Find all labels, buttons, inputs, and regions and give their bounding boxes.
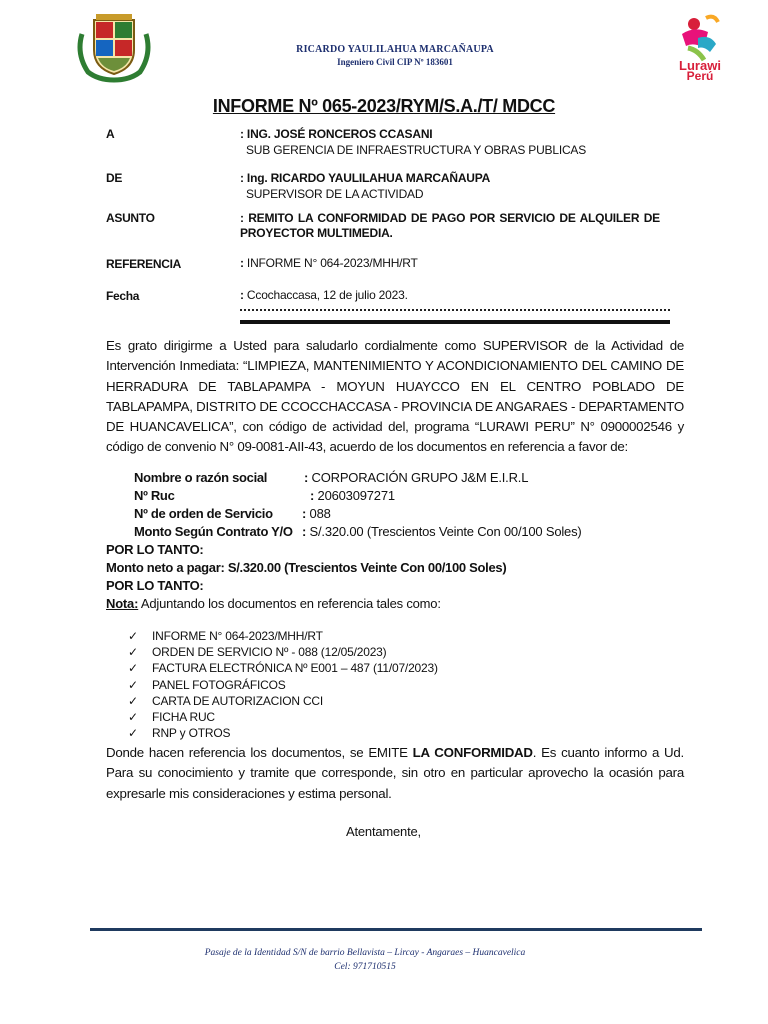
attachments-checklist [128, 628, 438, 741]
checkmark-icon: ✓ [128, 709, 138, 724]
reference-value: : INFORME N° 064-2023/MHH/RT [240, 256, 418, 270]
list-item: ✓ FICHA RUC [128, 709, 215, 724]
field-label-business-name: Nombre o razón social [134, 470, 268, 485]
municipal-crest-logo [74, 14, 154, 84]
subject-text: : REMITO LA CONFORMIDAD DE PAGO POR SERVICIO DE ALQUILER DE PROYECTOR MULTIMEDIA. [240, 211, 660, 240]
footer-phone: Cel: 971710515 [334, 962, 396, 972]
checkmark-icon: ✓ [128, 726, 138, 741]
note-label: Nota: [106, 596, 139, 611]
author-name: RICARDO YAULILAHUA MARCAÑAUPA [296, 44, 494, 55]
field-label-service-order: Nº de orden de Servicio [134, 506, 273, 521]
thick-divider [240, 320, 670, 324]
field-label-contract-amount: Monto Según Contrato Y/O [134, 524, 293, 539]
field-label-ruc: Nº Ruc [134, 488, 175, 503]
footer-rule [90, 928, 702, 931]
list-item: ✓ FACTURA ELECTRÓNICA Nº E001 – 487 (11/07/2023) [128, 661, 438, 676]
author-title: Ingeniero Civil CIP Nº 183601 [337, 57, 453, 67]
reference-label: REFERENCIA [106, 257, 182, 271]
therefore-heading-2: POR LO TANTO: [106, 578, 204, 593]
footer-address: Pasaje de la Identidad S/N de barrio Bellavista – Lircay - Angaraes – Huancavelica [204, 948, 526, 958]
therefore-heading-1: POR LO TANTO: [106, 542, 204, 557]
checkmark-icon: ✓ [128, 693, 138, 708]
recipient-department: SUB GERENCIA DE INFRAESTRUCTURA Y OBRAS PUBLICAS [246, 143, 587, 157]
list-item: ✓ CARTA DE AUTORIZACION CCI [128, 693, 324, 708]
checkmark-icon: ✓ [128, 677, 138, 692]
field-value-service-order: : 088 [302, 506, 331, 521]
sender-label: DE [106, 171, 123, 185]
note-text: Adjuntando los documentos en referencia tales como: [138, 596, 441, 611]
sender-name: : Ing. RICARDO YAULILAHUA MARCAÑAUPA [240, 171, 491, 185]
sender-role: SUPERVISOR DE LA ACTIVIDAD [246, 187, 424, 201]
dotted-divider [240, 309, 670, 315]
peru-logo-text: Perú [686, 69, 714, 80]
closing-salutation: Atentamente, [346, 824, 421, 839]
net-amount-line: Monto neto a pagar: S/.320.00 (Trescientos Veinte Con 00/100 Soles) [106, 560, 507, 575]
intro-paragraph: Es grato dirigirme a Usted para saludarlo cordialmente como SUPERVISOR de la Actividad de Intervención Inmediata: “LIMPIEZA, MANTENIMIENTO Y ACONDICIONAMIENTO DEL CAMINO DE HERRADURA DE TABLAPAMPA - MOYUN HUAYCCO EN EL CENTRO POBLADO DE TABLAPAMPA, DISTRITO DE CCOCCHACCASA - PROVINCIA DE ANGARAES - DEPARTAMENTO DE HUANCAVELICA”, con código de actividad del, programa “LURAWI PERU” N° 0900002546 y código de convenio N° 09-0081-AII-43, acuerdo de los documentos en referencia a favor de: [106, 338, 684, 455]
report-title: INFORME Nº 065-2023/RYM/S.A./T/ MDCC [212, 96, 556, 116]
list-item: ✓ RNP y OTROS [128, 726, 231, 741]
recipient-label: A [106, 127, 115, 141]
recipient-name: : ING. JOSÉ RONCEROS CCASANI [240, 127, 433, 141]
checkmark-icon: ✓ [128, 629, 138, 643]
date-label: Fecha [106, 289, 140, 303]
list-item: ✓ ORDEN DE SERVICIO Nº - 088 (12/05/2023) [128, 645, 387, 660]
lurawi-logo-text: Lurawi [679, 58, 721, 73]
list-item: ✓ PANEL FOTOGRÁFICOS [128, 677, 286, 692]
note-line [106, 596, 441, 611]
conclusion-paragraph: Donde hacen referencia los documentos, se EMITE LA CONFORMIDAD. Es cuanto informo a Ud. Para su conocimiento y tramite que corresponde, sin otro en particular aprovecho la ocasión para expresarle mis consideraciones y estima personal. [106, 745, 684, 801]
field-value-contract-amount: : S/.320.00 (Trescientos Veinte Con 00/100 Soles) [302, 524, 582, 539]
conformity-emphasis: LA CONFORMIDAD [412, 745, 533, 760]
lurawi-peru-logo [664, 8, 736, 80]
checkmark-icon: ✓ [128, 645, 138, 660]
field-value-ruc: : 20603097271 [310, 488, 395, 503]
date-value: : Ccochaccasa, 12 de julio 2023. [240, 288, 408, 302]
subject-label: ASUNTO [106, 211, 155, 225]
field-value-business-name: : CORPORACIÓN GRUPO J&M E.I.R.L [304, 470, 529, 485]
checkmark-icon: ✓ [128, 661, 138, 676]
list-item: ✓ INFORME N° 064-2023/MHH/RT [128, 629, 323, 643]
